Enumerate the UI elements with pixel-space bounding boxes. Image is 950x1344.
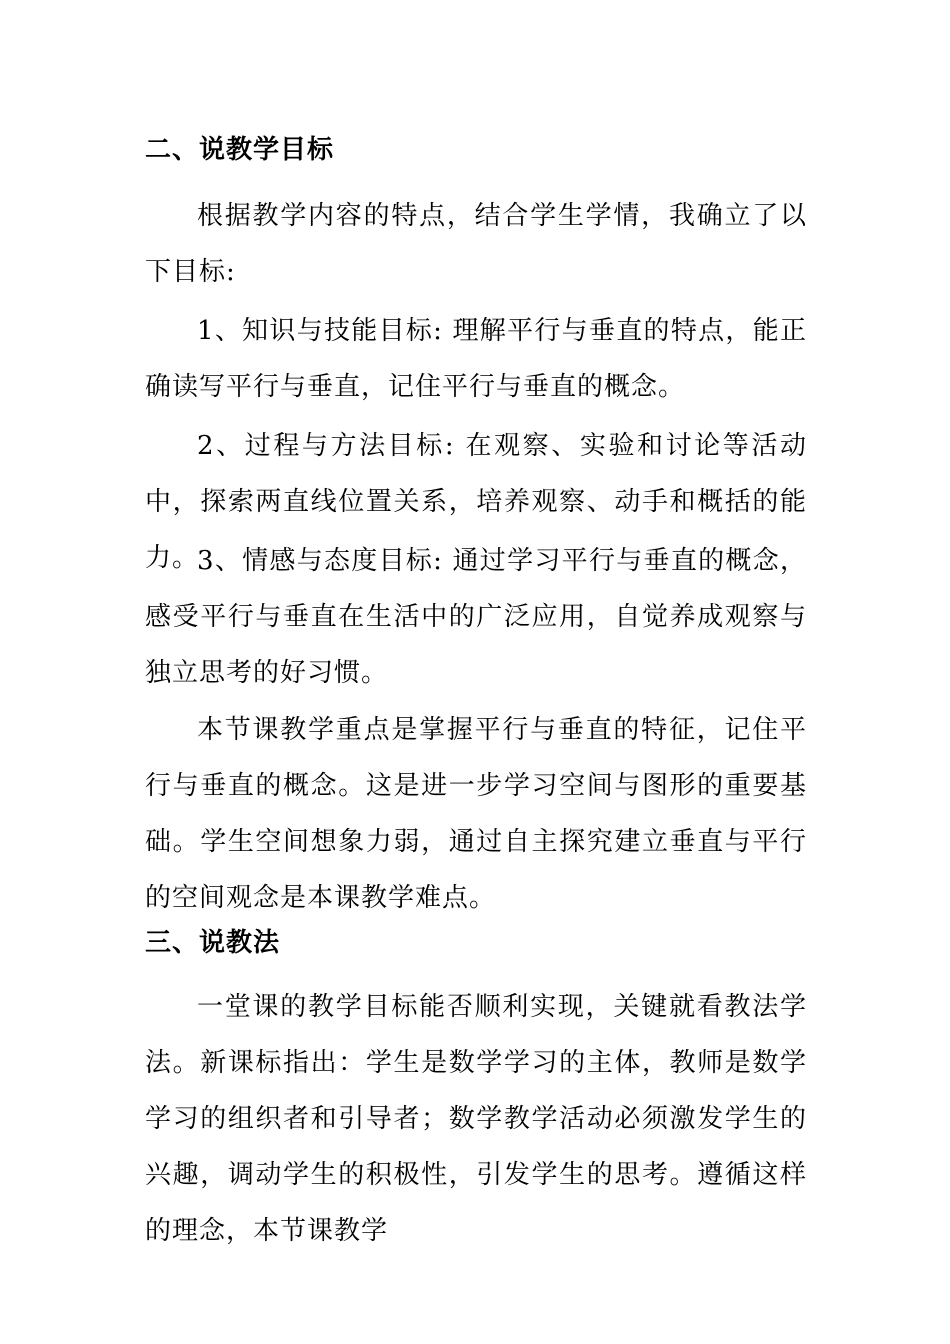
section-heading-teaching-methods: 三、说教法 <box>145 928 281 958</box>
goal-process-method-paragraph: 2、过程与方法目标: 在观察、实验和讨论等活动中，探索两直线位置关系，培养观察、动手和概括的能力。 <box>145 431 807 573</box>
goal-knowledge-skills-paragraph: 1、知识与技能目标: 理解平行与垂直的特点，能正确读写平行与垂直，记住平行与垂直的概念。 <box>145 316 807 402</box>
section-heading-teaching-goals: 二、说教学目标 <box>145 135 335 165</box>
teaching-methods-paragraph: 一堂课的教学目标能否顺利实现，关键就看教法学法。新课标指出：学生是数学学习的主体，教师是数学学习的组织者和引导者；数学教学活动必须激发学生的兴趣，调动学生的积极性，引发学生的思考。遵循这样的理念，本节课教学 <box>145 992 807 1246</box>
goal-emotion-attitude-paragraph: 3、情感与态度目标: 通过学习平行与垂直的概念，感受平行与垂直在生活中的广泛应用，自觉养成观察与独立思考的好习惯。 <box>145 546 807 688</box>
goals-intro-paragraph: 根据教学内容的特点，结合学生学情，我确立了以下目标: <box>145 201 807 287</box>
key-difficult-points-paragraph: 本节课教学重点是掌握平行与垂直的特征，记住平行与垂直的概念。这是进一步学习空间与图形的重要基础。学生空间想象力弱，通过自主探究建立垂直与平行的空间观念是本课教学难点。 <box>145 715 807 913</box>
